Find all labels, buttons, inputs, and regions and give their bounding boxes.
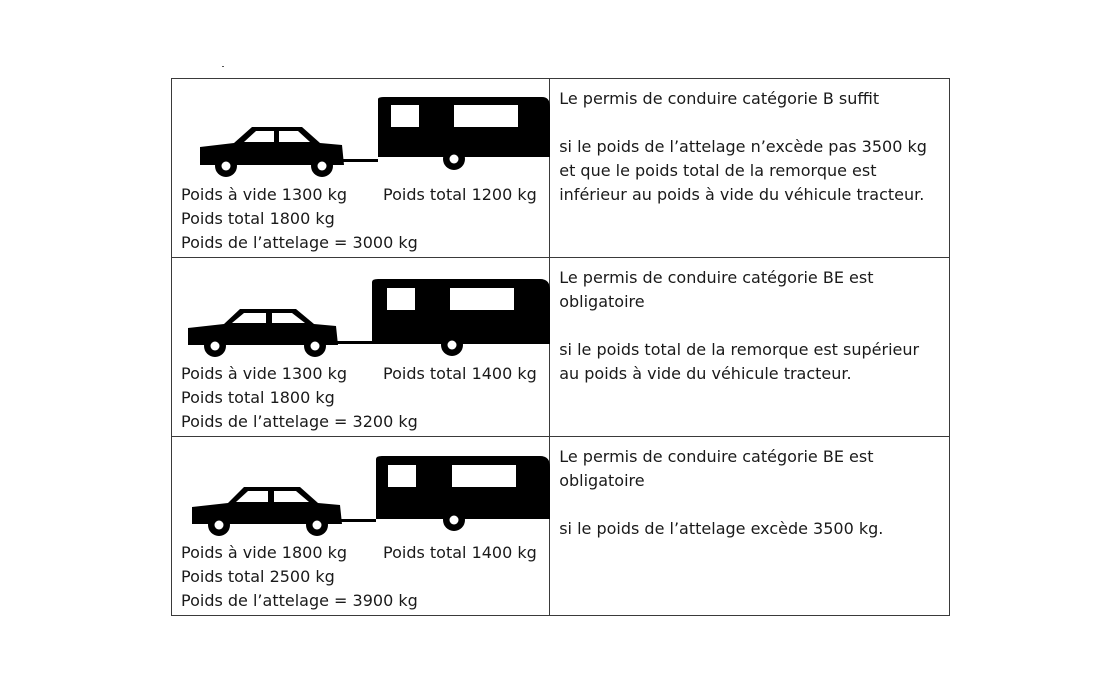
trailer-total-weight-label: Poids total 1200 kg [383, 185, 537, 204]
table-row [172, 437, 950, 616]
vehicle-total-weight-label: Poids total 1800 kg [181, 388, 335, 407]
rule-cell [550, 258, 950, 437]
tow-bar [336, 341, 376, 344]
empty-weight-label: Poids à vide 1800 kg [181, 543, 348, 562]
rule-cell [550, 437, 950, 616]
illustration-cell [172, 79, 550, 258]
license-requirement: Le permis de conduire catégorie B suffit [559, 89, 880, 108]
license-requirement: Le permis de conduire catégorie BE est obligatoire [559, 447, 874, 490]
car-with-trailer-illustration [172, 437, 561, 557]
tow-bar [342, 159, 378, 162]
license-condition: si le poids total de la remorque est supérieur au poids à vide du véhicule tracteur. [559, 340, 920, 383]
car-with-trailer-illustration [172, 79, 561, 199]
combination-weight-label: Poids de l’attelage = 3200 kg [181, 412, 418, 431]
vehicle-total-weight-label: Poids total 1800 kg [181, 209, 335, 228]
trailer-total-weight-label: Poids total 1400 kg [383, 364, 537, 383]
tow-bar [340, 519, 376, 522]
license-table [171, 78, 950, 616]
rule-cell [550, 79, 950, 258]
caravan-trailer-icon [376, 456, 550, 531]
table-row [172, 79, 950, 258]
trailer-total-weight-label: Poids total 1400 kg [383, 543, 537, 562]
combination-weight-label: Poids de l’attelage = 3000 kg [181, 233, 418, 252]
car-icon [188, 309, 338, 357]
illustration-cell [172, 258, 550, 437]
car-icon [192, 487, 342, 536]
combination-weight-label: Poids de l’attelage = 3900 kg [181, 591, 418, 610]
car-with-trailer-illustration [172, 258, 561, 378]
license-condition: si le poids de l’attelage excède 3500 kg. [559, 519, 884, 538]
license-requirement: Le permis de conduire catégorie BE est obligatoire [559, 268, 874, 311]
caravan-trailer-icon [378, 97, 550, 170]
stray-mark [222, 66, 224, 67]
license-condition: si le poids de l’attelage n’excède pas 3500 kg et que le poids total de la remorque est inférieur au poids à vide du véhicule tracteur. [559, 137, 927, 204]
vehicle-total-weight-label: Poids total 2500 kg [181, 567, 335, 586]
empty-weight-label: Poids à vide 1300 kg [181, 185, 348, 204]
caravan-trailer-icon [372, 279, 550, 356]
table-row [172, 258, 950, 437]
illustration-cell [172, 437, 550, 616]
empty-weight-label: Poids à vide 1300 kg [181, 364, 348, 383]
car-icon [200, 127, 344, 177]
